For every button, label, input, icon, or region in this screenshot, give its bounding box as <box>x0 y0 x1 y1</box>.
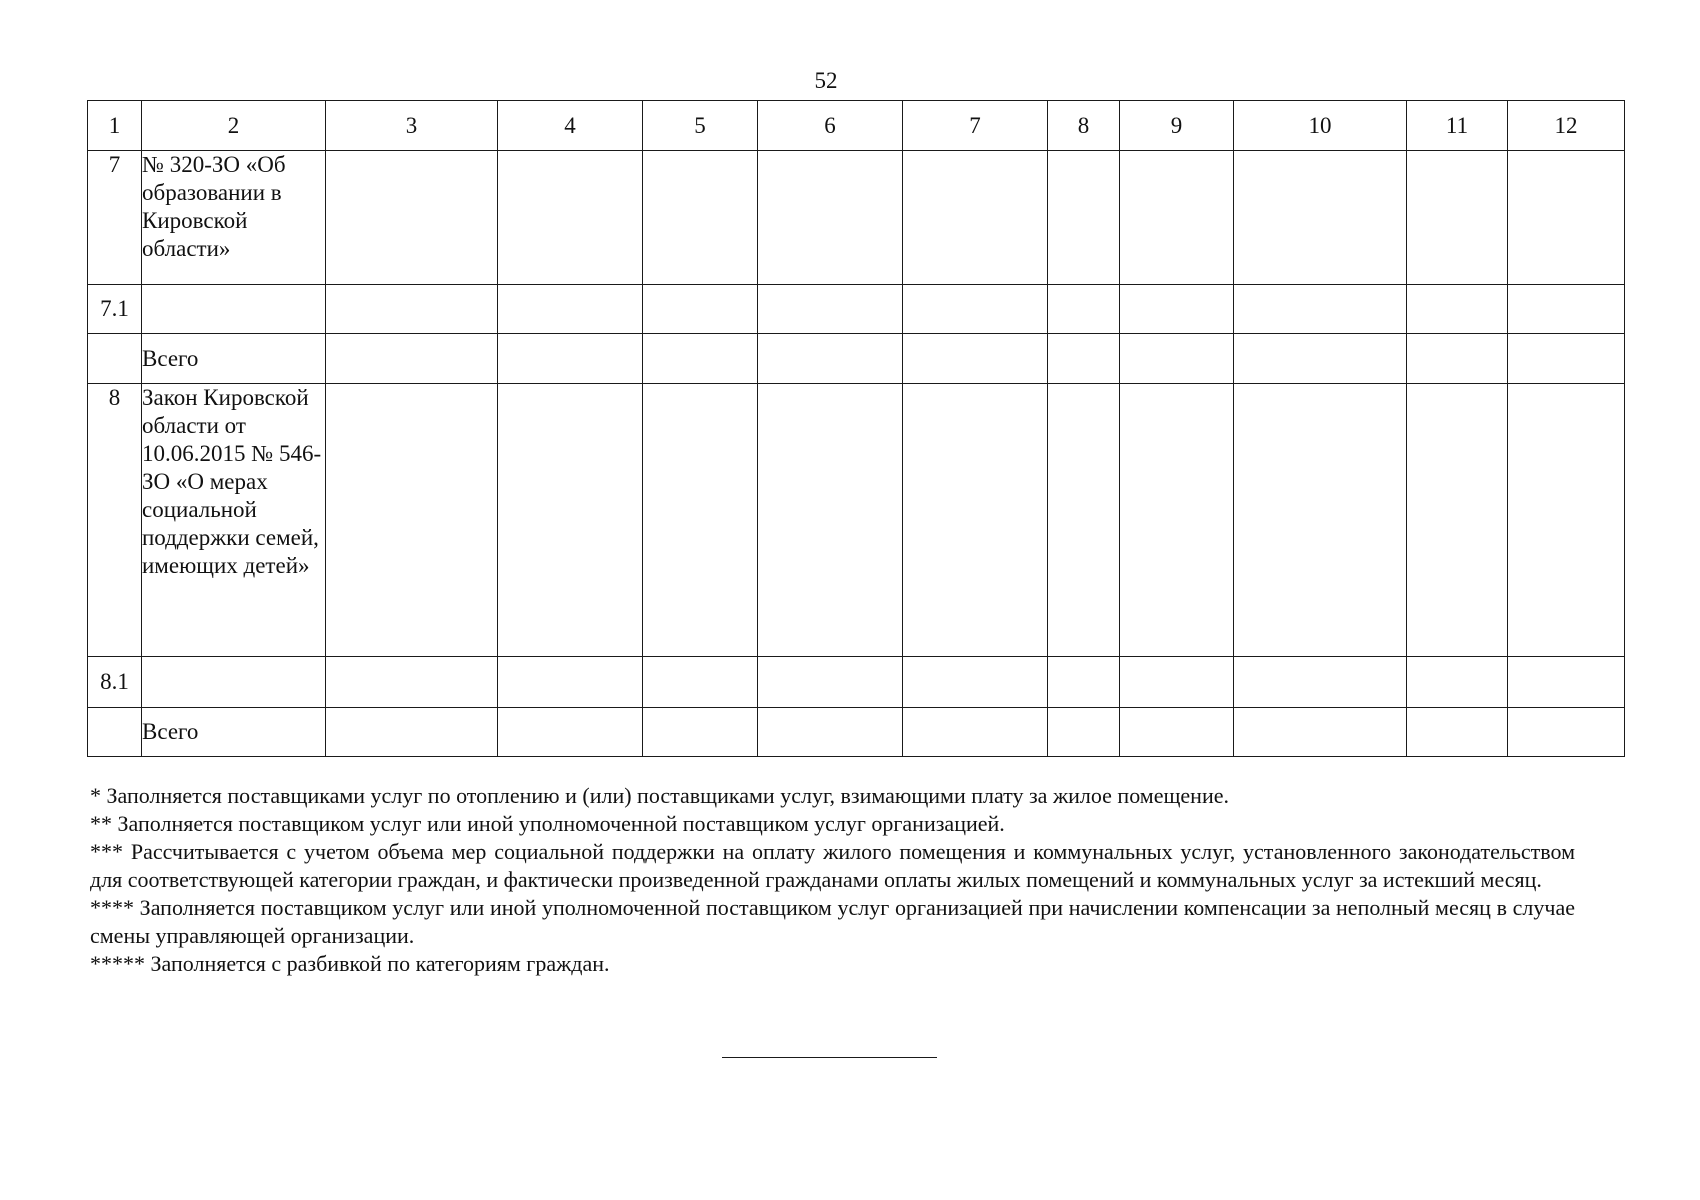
table-cell <box>498 708 643 757</box>
table-cell <box>758 384 903 657</box>
table-cell <box>326 151 498 285</box>
end-divider <box>722 1057 937 1058</box>
table-cell <box>1508 384 1625 657</box>
row-number: 8.1 <box>88 657 142 708</box>
table-cell <box>1508 285 1625 334</box>
table-cell <box>758 334 903 384</box>
table-row <box>88 285 1625 334</box>
footnotes <box>90 782 1575 978</box>
table-cell <box>1234 657 1407 708</box>
table-cell <box>1407 285 1508 334</box>
table-cell <box>643 151 758 285</box>
column-header: 11 <box>1407 101 1508 151</box>
table-cell <box>903 285 1048 334</box>
table-cell <box>1048 384 1120 657</box>
table-cell <box>326 708 498 757</box>
footnote: **** Заполняется поставщиком услуг или иной уполномоченной поставщиком услуг организацией при начислении компенсации за неполный месяц в случае смены управляющей организации. <box>90 895 1575 948</box>
table-row <box>88 334 1625 384</box>
row-number <box>88 708 142 757</box>
table-cell <box>498 334 643 384</box>
table-cell <box>498 384 643 657</box>
table-cell <box>1407 334 1508 384</box>
table-cell <box>643 708 758 757</box>
table-cell <box>903 334 1048 384</box>
row-name: Всего <box>142 708 326 757</box>
table-cell <box>1508 151 1625 285</box>
footnote: * Заполняется поставщиками услуг по отоплению и (или) поставщиками услуг, взимающими плату за жилое помещение. <box>90 783 1229 808</box>
column-header: 6 <box>758 101 903 151</box>
table-cell <box>1407 151 1508 285</box>
table-cell <box>1234 334 1407 384</box>
column-header: 2 <box>142 101 326 151</box>
table-cell <box>1120 151 1234 285</box>
column-header: 7 <box>903 101 1048 151</box>
table-cell <box>1120 708 1234 757</box>
footnote: *** Рассчитывается с учетом объема мер социальной поддержки на оплату жилого помещения и коммунальных услуг, установленного законодательством для соответствующей категории граждан, и фактически произведенной гражданами оплаты жилых помещений и коммунальных услуг за истекший месяц. <box>90 839 1575 892</box>
table-cell <box>1407 384 1508 657</box>
row-name: Всего <box>142 334 326 384</box>
footnote: ** Заполняется поставщиком услуг или иной уполномоченной поставщиком услуг организацией. <box>90 811 1005 836</box>
table-cell <box>1120 285 1234 334</box>
table-cell <box>1120 384 1234 657</box>
table-cell <box>1048 334 1120 384</box>
table-cell <box>1407 708 1508 757</box>
column-header: 5 <box>643 101 758 151</box>
row-name: Закон Кировской области от 10.06.2015 № 546-ЗО «О мерах социальной поддержки семей, имеющих детей» <box>142 384 326 657</box>
table-cell <box>643 334 758 384</box>
table-cell <box>326 657 498 708</box>
row-number: 8 <box>88 384 142 657</box>
row-name <box>142 285 326 334</box>
column-header: 10 <box>1234 101 1407 151</box>
row-name <box>142 657 326 708</box>
table-cell <box>1048 285 1120 334</box>
table-cell <box>1048 657 1120 708</box>
table-cell <box>758 657 903 708</box>
page-number: 52 <box>814 68 838 93</box>
table-row <box>88 151 1625 285</box>
table-cell <box>758 285 903 334</box>
table-cell <box>758 708 903 757</box>
header-row <box>88 101 1625 151</box>
column-header: 1 <box>88 101 142 151</box>
table-cell <box>1508 708 1625 757</box>
table-cell <box>326 285 498 334</box>
table-cell <box>643 384 758 657</box>
footnote: ***** Заполняется с разбивкой по категориям граждан. <box>90 951 610 976</box>
table-cell <box>903 384 1048 657</box>
row-number: 7.1 <box>88 285 142 334</box>
table-cell <box>1120 334 1234 384</box>
table-cell <box>498 151 643 285</box>
column-header: 4 <box>498 101 643 151</box>
table-row <box>88 708 1625 757</box>
table-cell <box>1048 708 1120 757</box>
row-number: 7 <box>88 151 142 285</box>
row-name: № 320-ЗО «Об образовании в Кировской области» <box>142 151 326 285</box>
table-cell <box>903 657 1048 708</box>
table-cell <box>1048 151 1120 285</box>
table-cell <box>903 708 1048 757</box>
column-header: 12 <box>1508 101 1625 151</box>
table-cell <box>903 151 1048 285</box>
table-cell <box>1234 384 1407 657</box>
column-header: 9 <box>1120 101 1234 151</box>
table-cell <box>758 151 903 285</box>
table-cell <box>326 384 498 657</box>
table-cell <box>498 285 643 334</box>
table-cell <box>1234 151 1407 285</box>
table-row <box>88 657 1625 708</box>
column-header: 3 <box>326 101 498 151</box>
table-cell <box>1508 657 1625 708</box>
data-table <box>87 100 1625 757</box>
table-cell <box>1508 334 1625 384</box>
table-cell <box>643 657 758 708</box>
table-row <box>88 384 1625 657</box>
table-cell <box>1407 657 1508 708</box>
table-cell <box>1120 657 1234 708</box>
table-cell <box>326 334 498 384</box>
column-header: 8 <box>1048 101 1120 151</box>
table-cell <box>1234 708 1407 757</box>
row-number <box>88 334 142 384</box>
table-cell <box>1234 285 1407 334</box>
table-cell <box>643 285 758 334</box>
table-cell <box>498 657 643 708</box>
